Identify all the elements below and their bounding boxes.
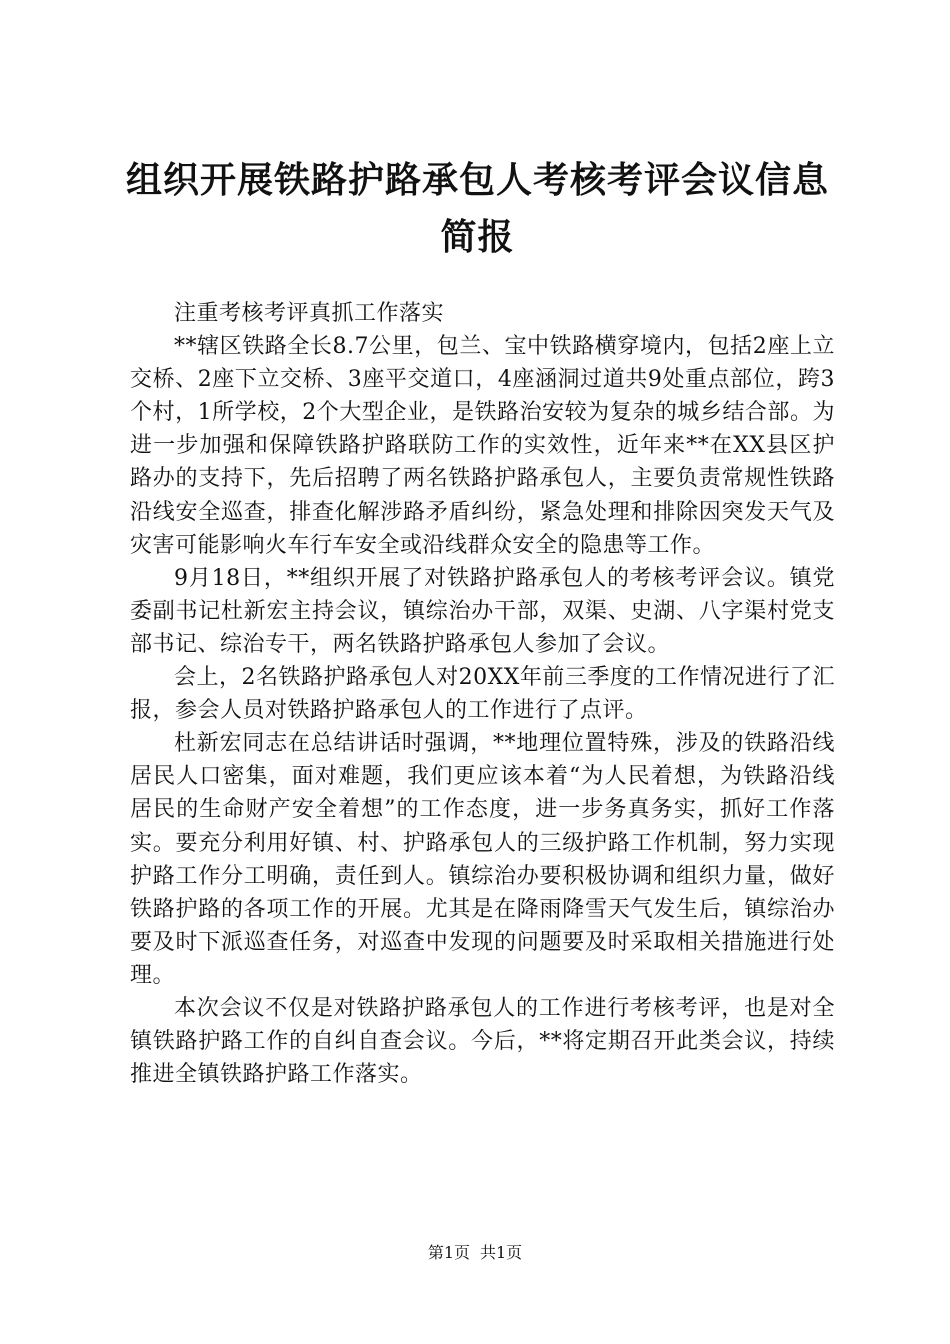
page-total: 共1页 bbox=[480, 1243, 523, 1262]
body-paragraph: 会上，2名铁路护路承包人对20XX年前三季度的工作情况进行了汇报，参会人员对铁路护路承包人的工作进行了点评。 bbox=[130, 665, 835, 724]
document-title: 组织开展铁路护路承包人考核考评会议信息简报 bbox=[125, 160, 829, 258]
document-body bbox=[130, 297, 835, 1091]
body-paragraph: 杜新宏同志在总结讲话时强调，**地理位置特殊，涉及的铁路沿线居民人口密集，面对难题，我们更应该本着“为人民着想，为铁路沿线居民的生命财产安全着想”的工作态度，进一步务真务实，抓好工作落实。要充分利用好镇、村、护路承包人的三级护路工作机制，努力实现护路工作分工明确，责任到人。镇综治办要积极协调和组织力量，做好铁路护路的各项工作的开展。尤其是在降雨降雪天气发生后，镇综治办要及时下派巡查任务，对巡查中发现的问题要及时采取相关措施进行处理。 bbox=[130, 731, 835, 988]
page-footer bbox=[0, 1243, 950, 1263]
body-paragraph: **辖区铁路全长8.7公里，包兰、宝中铁路横穿境内，包括2座上立交桥、2座下立交桥、3座平交道口，4座涵洞过道共9处重点部位，跨3个村，1所学校，2个大型企业，是铁路治安较为复杂的城乡结合部。为进一步加强和保障铁路护路联防工作的实效性，近年来**在XX县区护路办的支持下，先后招聘了两名铁路护路承包人，主要负责常规性铁路沿线安全巡查，排查化解涉路矛盾纠纷，紧急处理和排除因突发天气及灾害可能影响火车行车安全或沿线群众安全的隐患等工作。 bbox=[130, 334, 835, 558]
body-paragraph: 本次会议不仅是对铁路护路承包人的工作进行考核考评，也是对全镇铁路护路工作的自纠自查会议。今后，**将定期召开此类会议，持续推进全镇铁路护路工作落实。 bbox=[130, 995, 835, 1088]
subtitle-paragraph: 注重考核考评真抓工作落实 bbox=[174, 301, 445, 326]
body-paragraph: 9月18日，**组织开展了对铁路护路承包人的考核考评会议。镇党委副书记杜新宏主持会议，镇综治办干部，双渠、史湖、八字渠村党支部书记、综治专干，两名铁路护路承包人参加了会议。 bbox=[130, 565, 835, 657]
page-number: 第1页 bbox=[427, 1243, 470, 1262]
